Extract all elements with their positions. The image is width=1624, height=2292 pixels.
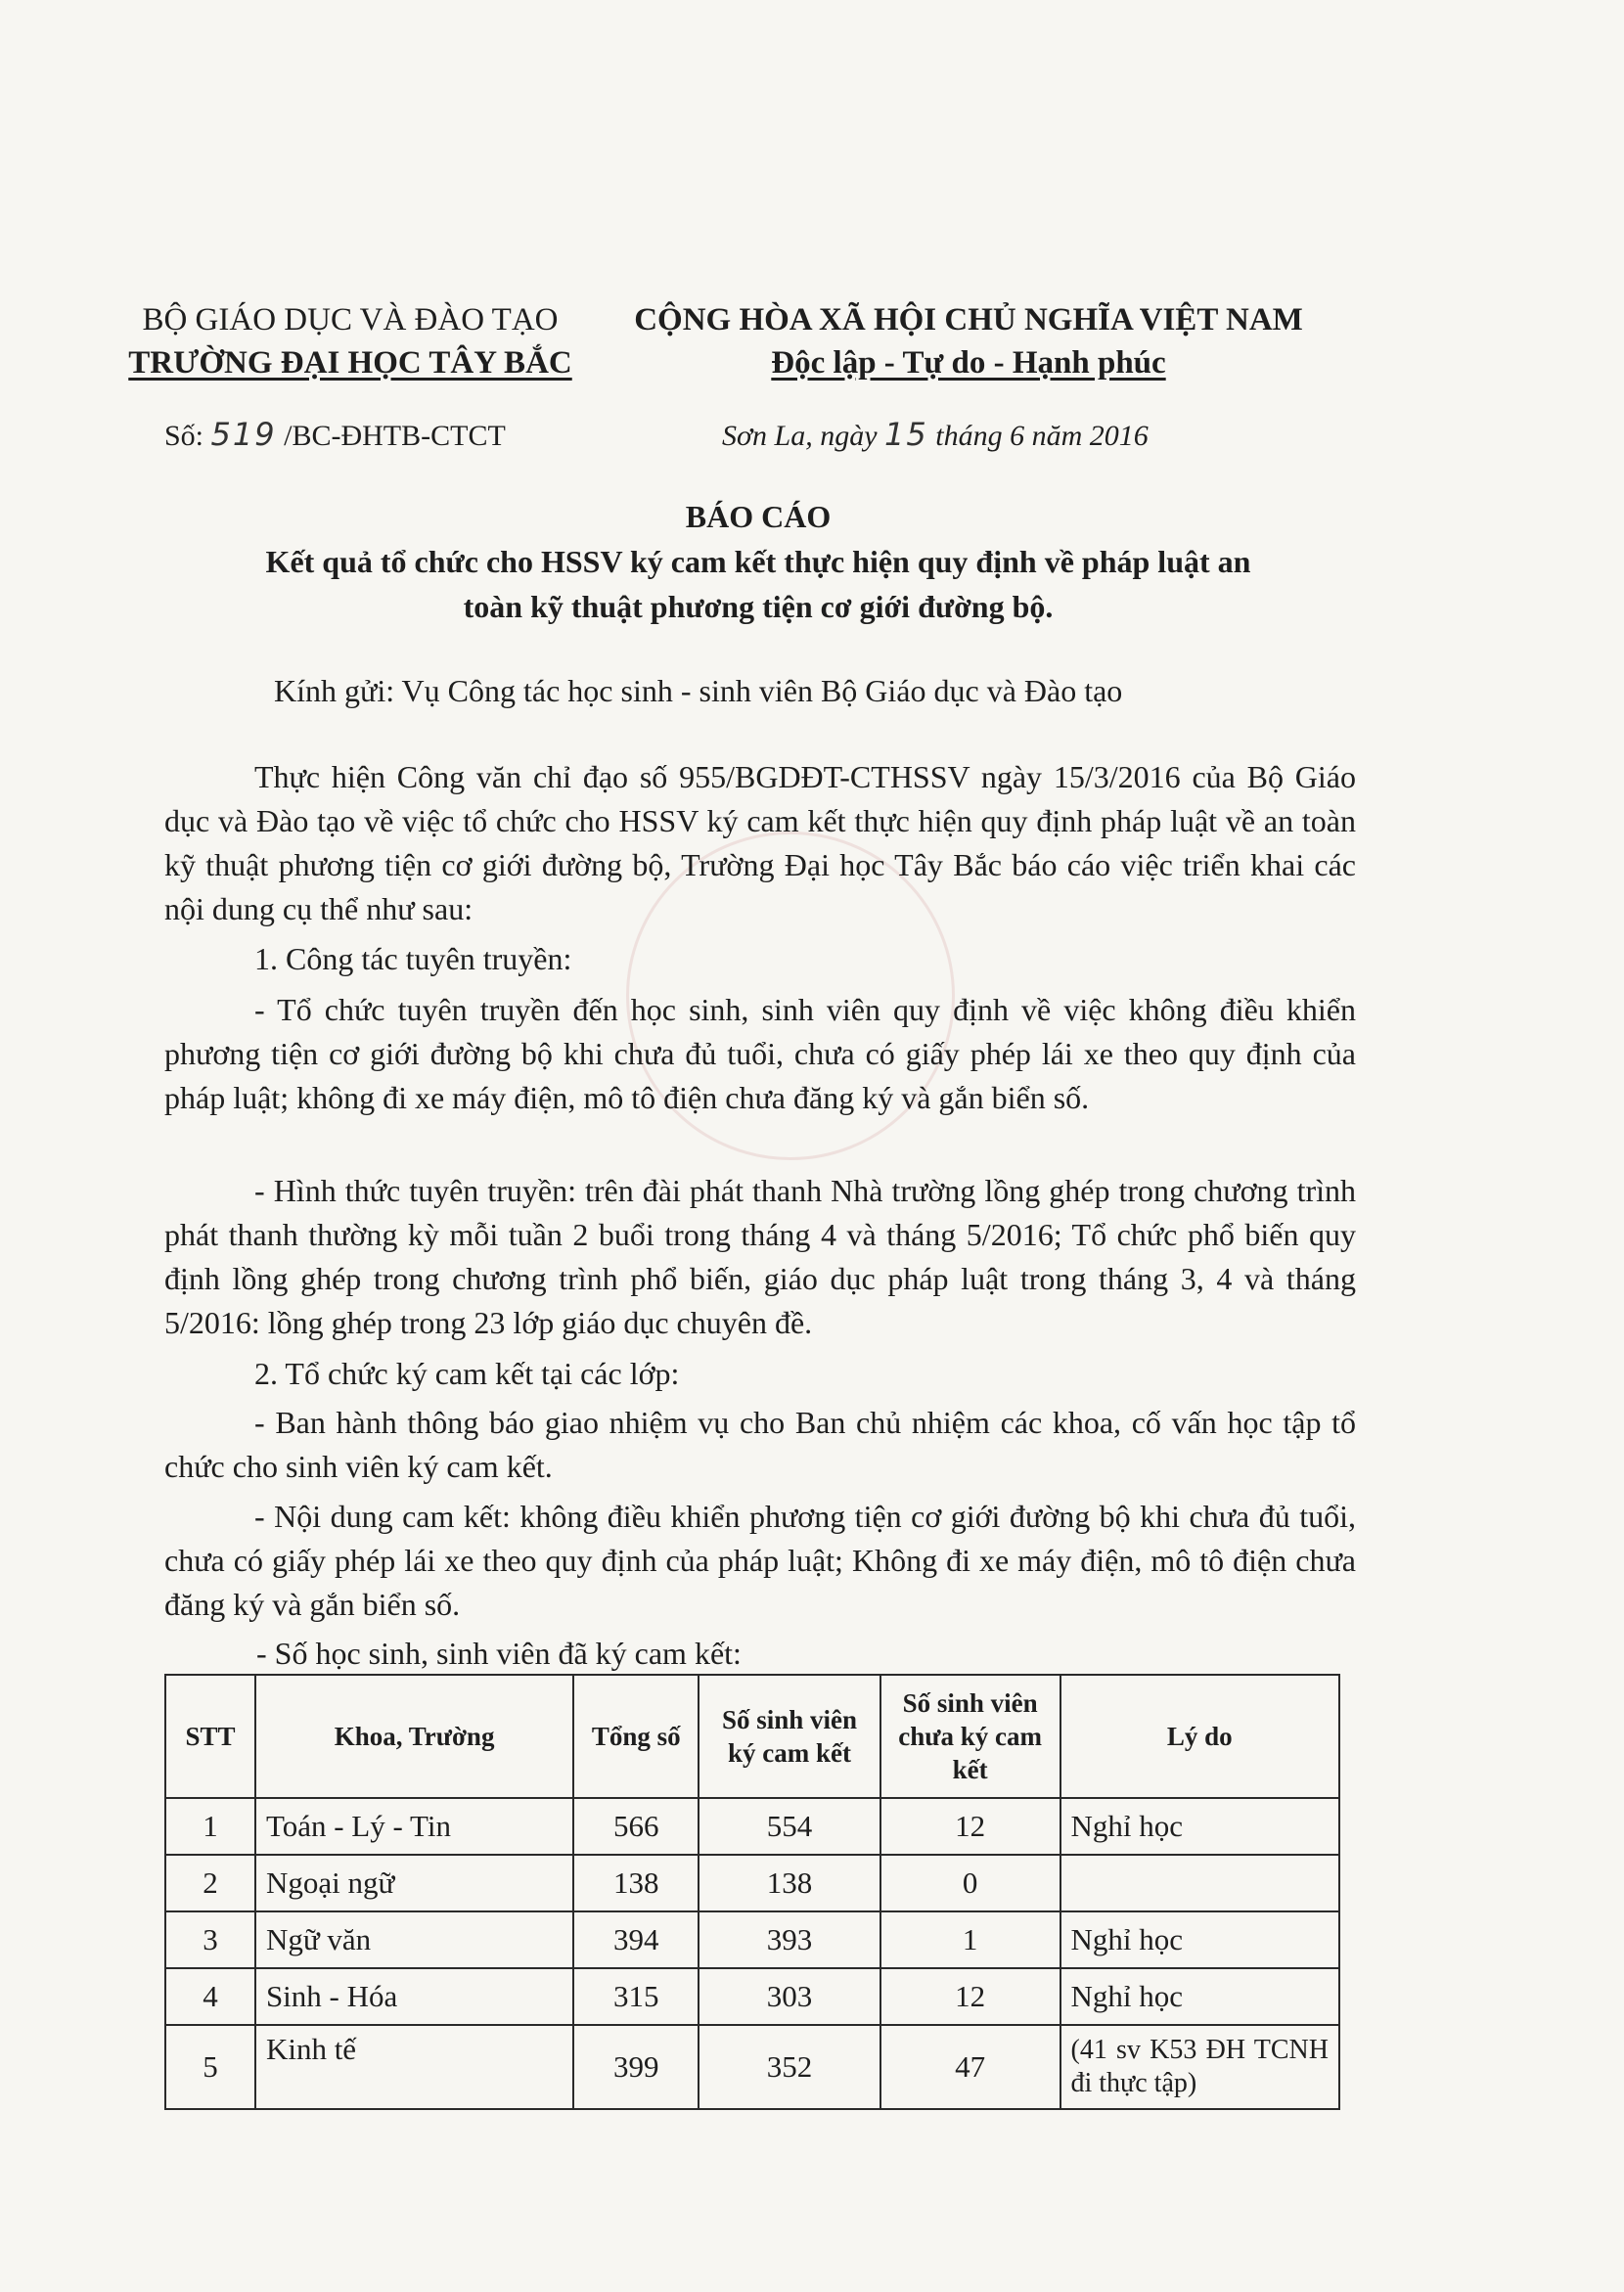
section-2-paragraph-2: - Nội dung cam kết: không điều khiển phương tiện cơ giới đường bộ khi chưa đủ tuổi, chưa có giấy phép lái xe theo quy định của pháp luật; Không đi xe máy điện, mô tô điện chưa đăng ký và gắn biển số. bbox=[164, 1499, 1356, 1622]
cell-ly-do: Nghỉ học bbox=[1060, 1798, 1340, 1855]
cell-stt: 4 bbox=[165, 1968, 255, 2025]
cell-tong: 399 bbox=[573, 2025, 699, 2109]
cell-ly-do bbox=[1060, 1855, 1340, 1911]
table-row bbox=[165, 1855, 1339, 1911]
header-tong: Tổng số bbox=[573, 1675, 699, 1798]
country-name: CỘNG HÒA XÃ HỘI CHỦ NGHĨA VIỆT NAM bbox=[634, 302, 1303, 337]
issuer-block bbox=[115, 298, 585, 384]
recipient-line: Kính gửi: Vụ Công tác học sinh - sinh viên Bộ Giáo dục và Đào tạo bbox=[274, 673, 1123, 708]
cell-ly-do: (41 sv K53 ĐH TCNH đi thực tập) bbox=[1060, 2025, 1340, 2109]
date-day-handwritten: 15 bbox=[884, 416, 928, 453]
cell-tong: 394 bbox=[573, 1911, 699, 1968]
report-title: BÁO CÁO bbox=[685, 499, 832, 534]
ministry-name: BỘ GIÁO DỤC VÀ ĐÀO TẠO bbox=[142, 302, 559, 337]
report-title-block bbox=[147, 494, 1370, 629]
cell-da-ky: 138 bbox=[699, 1855, 880, 1911]
cell-khoa: Sinh - Hóa bbox=[255, 1968, 573, 2025]
date-month-label: tháng bbox=[927, 420, 1011, 452]
motto-text: Độc lập - Tự do - Hạnh phúc bbox=[771, 345, 1166, 381]
document-number bbox=[164, 416, 506, 453]
cell-tong: 315 bbox=[573, 1968, 699, 2025]
national-motto-block bbox=[616, 298, 1321, 384]
section-2-paragraph-1: - Ban hành thông báo giao nhiệm vụ cho Ban chủ nhiệm các khoa, cố vấn học tập tổ chức cho sinh viên ký cam kết. bbox=[164, 1405, 1356, 1484]
cell-stt: 1 bbox=[165, 1798, 255, 1855]
section-1-paragraph-2: - Hình thức tuyên truyền: trên đài phát thanh Nhà trường lồng ghép trong chương trình phát thanh thường kỳ mỗi tuần 2 buổi trong tháng 4 và tháng 5/2016; Tổ chức phổ biến quy định lồng ghép trong chương trình phổ biến, giáo dục pháp luật trong tháng 3, 4 và tháng 5/2016: lồng ghép trong 23 lớp giáo dục chuyên đề. bbox=[164, 1173, 1356, 1340]
date-month: 6 bbox=[1010, 420, 1025, 452]
cell-tong: 138 bbox=[573, 1855, 699, 1911]
cell-da-ky: 393 bbox=[699, 1911, 880, 1968]
cell-ly-do: Nghỉ học bbox=[1060, 1911, 1340, 1968]
cell-chua-ky: 1 bbox=[880, 1911, 1060, 1968]
cell-da-ky: 554 bbox=[699, 1798, 880, 1855]
motto bbox=[616, 341, 1321, 384]
cell-ly-do: Nghỉ học bbox=[1060, 1968, 1340, 2025]
cell-khoa: Kinh tế bbox=[255, 2025, 573, 2109]
cell-chua-ky: 12 bbox=[880, 1968, 1060, 2025]
table-row bbox=[165, 1798, 1339, 1855]
header-ly-do: Lý do bbox=[1060, 1675, 1340, 1798]
table-row bbox=[165, 2025, 1339, 2109]
header-khoa: Khoa, Trường bbox=[255, 1675, 573, 1798]
cell-khoa: Ngữ văn bbox=[255, 1911, 573, 1968]
cell-da-ky: 303 bbox=[699, 1968, 880, 2025]
cell-stt: 2 bbox=[165, 1855, 255, 1911]
section-2-heading: 2. Tổ chức ký cam kết tại các lớp: bbox=[254, 1356, 680, 1391]
date-year: năm 2016 bbox=[1024, 420, 1149, 452]
header-stt: STT bbox=[165, 1675, 255, 1798]
date-prefix: Sơn La, ngày bbox=[722, 420, 885, 452]
cell-stt: 3 bbox=[165, 1911, 255, 1968]
section-1-paragraph-1: - Tổ chức tuyên truyền đến học sinh, sinh viên quy định về việc không điều khiển phương tiện cơ giới đường bộ khi chưa đủ tuổi, chưa có giấy phép lái xe theo quy định của pháp luật; không đi xe máy điện, mô tô điện chưa đăng ký và gắn biển số. bbox=[164, 992, 1356, 1115]
intro-paragraph: Thực hiện Công văn chỉ đạo số 955/BGDĐT-CTHSSV ngày 15/3/2016 của Bộ Giáo dục và Đào tạo về việc tổ chức cho HSSV ký cam kết thực hiện quy định pháp luật về an toàn kỹ thuật phương tiện cơ giới đường bộ, Trường Đại học Tây Bắc báo cáo việc triển khai các nội dung cụ thể như sau: bbox=[164, 759, 1356, 926]
cell-stt: 5 bbox=[165, 2025, 255, 2109]
report-subtitle-line1: Kết quả tổ chức cho HSSV ký cam kết thực hiện quy định về pháp luật an bbox=[265, 544, 1251, 579]
table-header-row bbox=[165, 1675, 1339, 1798]
commitment-table bbox=[164, 1674, 1340, 2110]
table-row bbox=[165, 1911, 1339, 1968]
section-2-paragraph-3: - Số học sinh, sinh viên đã ký cam kết: bbox=[256, 1636, 742, 1671]
cell-chua-ky: 12 bbox=[880, 1798, 1060, 1855]
cell-khoa: Ngoại ngữ bbox=[255, 1855, 573, 1911]
cell-da-ky: 352 bbox=[699, 2025, 880, 2109]
cell-chua-ky: 47 bbox=[880, 2025, 1060, 2109]
school-name-text: TRƯỜNG ĐẠI HỌC TÂY BẮC bbox=[128, 345, 572, 381]
cell-tong: 566 bbox=[573, 1798, 699, 1855]
report-subtitle-line2: toàn kỹ thuật phương tiện cơ giới đường bộ. bbox=[463, 589, 1054, 624]
cell-khoa: Toán - Lý - Tin bbox=[255, 1798, 573, 1855]
header-chua-ky: Số sinh viên chưa ký cam kết bbox=[880, 1675, 1060, 1798]
header-da-ky: Số sinh viên ký cam kết bbox=[699, 1675, 880, 1798]
document-number-suffix: /BC-ĐHTB-CTCT bbox=[276, 420, 506, 452]
table-row bbox=[165, 1968, 1339, 2025]
school-name bbox=[115, 341, 585, 384]
document-date bbox=[722, 416, 1149, 453]
section-1-heading: 1. Công tác tuyên truyền: bbox=[254, 941, 572, 976]
document-number-prefix: Số: bbox=[164, 420, 211, 452]
cell-chua-ky: 0 bbox=[880, 1855, 1060, 1911]
document-number-handwritten: 519 bbox=[210, 416, 277, 453]
